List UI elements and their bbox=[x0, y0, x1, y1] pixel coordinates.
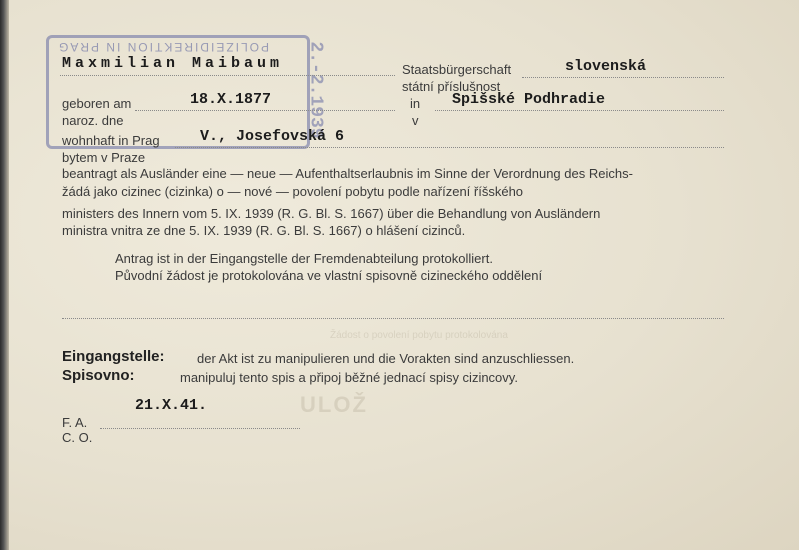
footer-date: 21.X.41. bbox=[135, 397, 208, 414]
spisovno-label: Spisovno: bbox=[62, 367, 135, 384]
citizenship-label-de: Staatsbürgerschaft bbox=[402, 62, 512, 77]
in-label-de: in bbox=[410, 96, 421, 111]
body-line-de-1: beantragt als Ausländer eine — neue — Aufenthaltserlaubnis im Sinne der Verordnung des Reichs- bbox=[62, 166, 633, 181]
ghost-mark: ULOŽ bbox=[300, 392, 368, 417]
born-label-de: geboren am bbox=[62, 96, 132, 111]
fa-dotted-line bbox=[100, 428, 300, 429]
residence-dotted-line bbox=[175, 147, 724, 148]
co-label: C. O. bbox=[62, 430, 93, 445]
eingangstelle-text: der Akt ist zu manipulieren und die Vorakten sind anzuschliessen. bbox=[197, 351, 575, 366]
in-label-cs: v bbox=[412, 113, 419, 128]
residence-label-cs: bytem v Praze bbox=[62, 150, 146, 165]
birth-place: Spišské Podhradie bbox=[452, 91, 606, 108]
born-label-cs: naroz. dne bbox=[62, 113, 124, 128]
name-dotted-line bbox=[60, 75, 395, 76]
ghost-mark: Žádost o povolení pobytu protokolována bbox=[330, 330, 508, 341]
residence-address: V., Josefovská 6 bbox=[200, 128, 345, 145]
eingangstelle-label: Eingangstelle: bbox=[62, 348, 165, 365]
citizenship-value: slovenská bbox=[565, 58, 647, 75]
protocol-note-cs: Původní žádost je protokolována ve vlastní spisovně cizineckého oddělení bbox=[115, 268, 543, 283]
separator-dotted-line bbox=[62, 318, 724, 319]
protocol-note-de: Antrag ist in der Eingangstelle der Fremdenabteilung protokolliert. bbox=[115, 251, 493, 266]
citizenship-dotted-line bbox=[522, 77, 724, 78]
body-line-cs-1: žádá jako cizinec (cizinka) o — nové — povolení pobytu podle nařízení říšského bbox=[62, 184, 524, 199]
birth-dotted-line bbox=[135, 110, 395, 111]
citizenship-label-cs: státní příslušnost bbox=[402, 79, 501, 94]
stamp-text: POLIZEIDIREKTION IN PRAG bbox=[57, 40, 270, 54]
stamp-date: 2.-2.1939 bbox=[305, 41, 326, 139]
card-left-edge bbox=[0, 0, 9, 550]
applicant-name: Maxmilian Maibaum bbox=[62, 55, 284, 72]
spisovno-text: manipuluj tento spis a připoj běžné jednací spisy cizincovy. bbox=[180, 370, 518, 385]
residence-label-de: wohnhaft in Prag bbox=[62, 133, 160, 148]
body-line-de-2: ministers des Innern vom 5. IX. 1939 (R. G. Bl. S. 1667) über die Behandlung von Ausländern bbox=[62, 206, 601, 221]
body-line-cs-2: ministra vnitra ze dne 5. IX. 1939 (R. G. Bl. S. 1667) o hlášení cizinců. bbox=[62, 223, 466, 238]
fa-label: F. A. bbox=[62, 415, 88, 430]
birth-date: 18.X.1877 bbox=[190, 91, 272, 108]
place-dotted-line bbox=[435, 110, 724, 111]
